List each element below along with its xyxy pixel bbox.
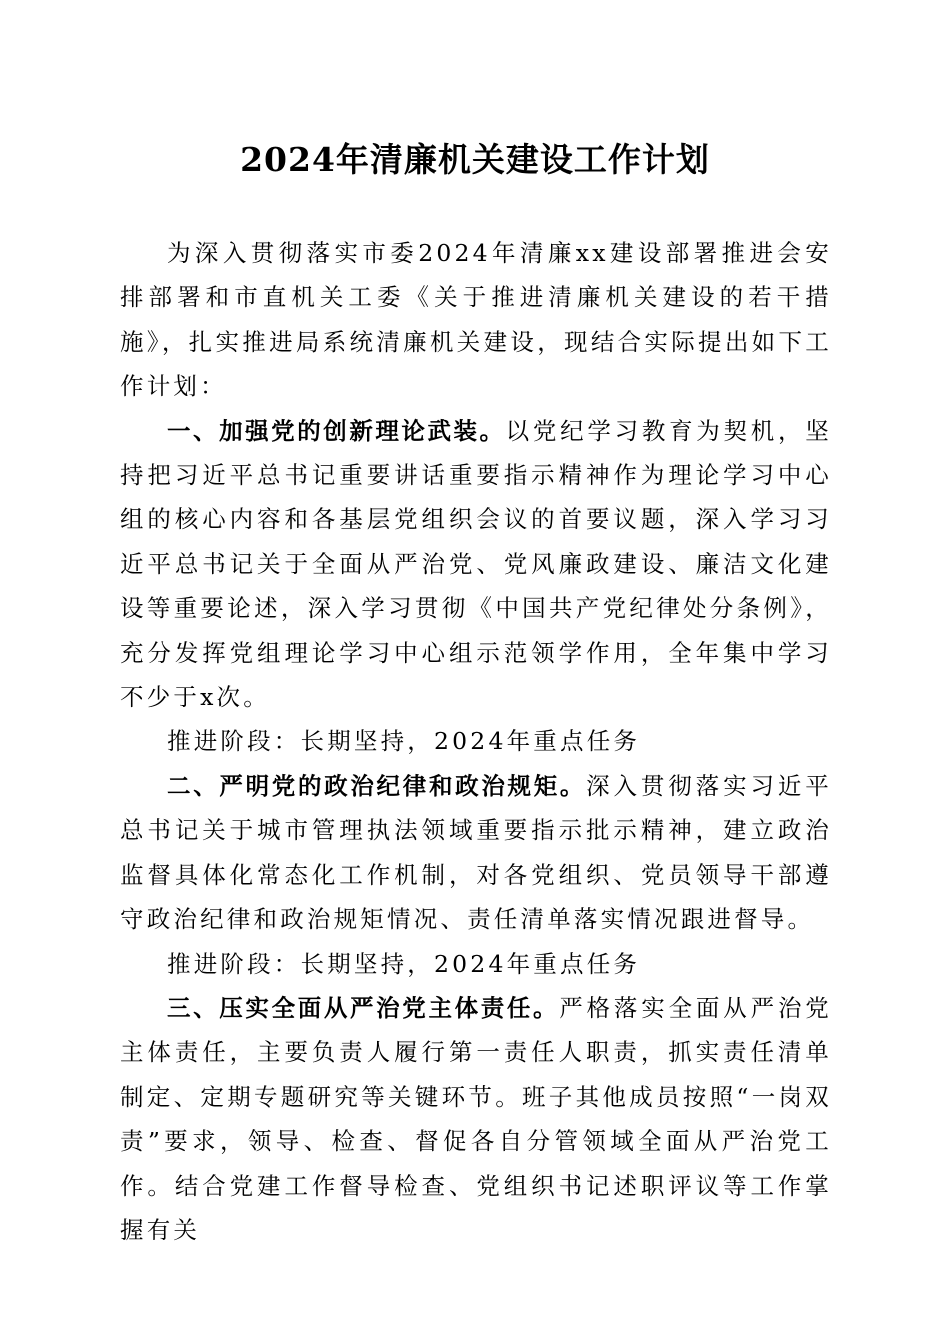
section-text: 深入贯彻落实习近平总书记关于城市管理执法领域重要指示批示精神，建立政治监督具体化常态化工作机制，对各党组织、党员领导干部遵守政治纪律和政治规矩情况、责任清单落实情况跟进督导。	[120, 771, 832, 934]
stage-line: 推进阶段：长期坚持，2024年重点任务	[167, 727, 641, 756]
section-paragraph	[120, 986, 832, 1252]
section-text: 以党纪学习教育为契机，坚持把习近平总书记重要讲话重要指示精神作为理论学习中心组的核心内容和各基层党组织会议的首要议题，深入学习习近平总书记关于全面从严治党、党风廉政建设、廉洁文化建设等重要论述，深入学习贯彻《中国共产党纪律处分条例》，充分发挥党组理论学习中心组示范领学作用，全年集中学习不少于x次。	[120, 416, 832, 712]
section-text: 严格落实全面从严治党主体责任，主要负责人履行第一责任人职责，抓实责任清单制定、定期专题研究等关键环节。班子其他成员按照“一岗双责”要求，领导、检查、督促各自分管领域全面从严治党工作。结合党建工作督导检查、党组织书记述职评议等工作掌握有关	[120, 993, 832, 1244]
section-paragraph	[120, 764, 832, 942]
stage-line: 推进阶段：长期坚持，2024年重点任务	[167, 949, 641, 978]
section-paragraph	[120, 409, 832, 720]
intro-paragraph: 为深入贯彻落实市委2024年清廉xx建设部署推进会安排部署和市直机关工委《关于推进清廉机关建设的若干措施》，扎实推进局系统清廉机关建设，现结合实际提出如下工作计划：	[120, 239, 832, 401]
section-heading: 一、加强党的创新理论武装。	[167, 416, 506, 445]
section-heading: 二、严明党的政治纪律和政治规矩。	[167, 771, 587, 800]
document-title: 2024年清廉机关建设工作计划	[240, 140, 710, 179]
document-body	[120, 231, 832, 1252]
section-heading: 三、压实全面从严治党主体责任。	[167, 993, 560, 1022]
